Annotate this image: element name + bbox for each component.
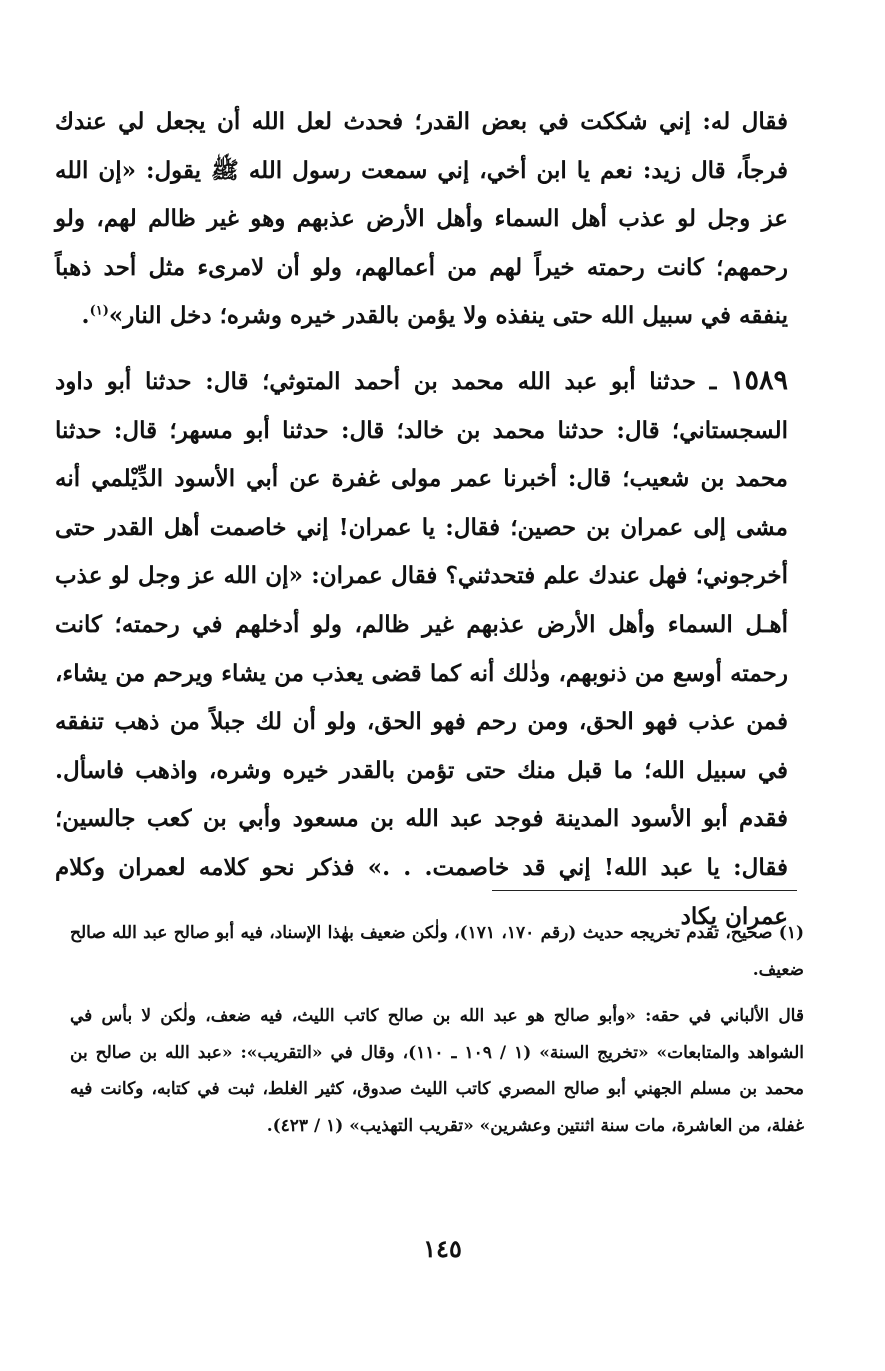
hadith-number: ١٥٨٩ — [730, 364, 789, 396]
footnote-1: (١) صحيح، تقدم تخريجه حديث (رقم ١٧٠، ١٧١)، ولٰكن ضعيف بهٰذا الإسناد، فيه أبو صالح عبد الله صالح ضعيف. — [70, 923, 804, 980]
hadith-dash: ـ — [695, 367, 730, 395]
footnote-separator — [492, 890, 797, 891]
footnote-2: قال الألباني في حقه: «وأبو صالح هو عبد الله بن صالح كاتب الليث، فيه ضعف، ولٰكن لا بأس في الشواهد والمتابعات» «تخريج السنة» (١ / ١٠٩ ـ ١١٠)، وقال في «التقريب»: «عبد الله بن صالح بن محمد بن مسلم الجهني أبو صالح المصري كاتب الليث صدوق، كثير الغلط، ثبت في كتابه، وكانت فيه غفلة، من العاشرة، مات سنة اثنتين وعشرين» «تقريب التهذيب» (١ / ٤٢٣). — [70, 1006, 804, 1136]
paragraph-2-text: حدثنا أبو عبد الله محمد بن أحمد المتوثي؛ قال: حدثنا أبو داود السجستاني؛ قال: حدثنا محمد بن خالد؛ قال: حدثنا أبو مسهر؛ قال: حدثنا محمد بن شعيب؛ قال: أخبرنا عمر مولى غفرة عن أبي الأسود الدِّيْلمي أنه مشى إلى عمران بن حصين؛ فقال: يا عمران! إني خاصمت أهل القدر حتى أخرجوني؛ فهل عندك علم فتحدثني؟ فقال عمران: «إن الله عز وجل لو عذب أهـل السماء وأهل الأرض عذبهم غير ظالم، ولو أدخلهم في رحمته؛ كانت رحمته أوسع من ذنوبهم، وذٰلك أنه كما قضى يعذب من يشاء ويرحم من يشاء، فمن عذب فهو الحق، ومن رحم فهو الحق، ولو أن لك جبلاً من ذهب تنفقه في سبيل الله؛ ما قبل منك حتى تؤمن بالقدر خيره وشره، واذهب فاسأل. فقدم أبو الأسود المدينة فوجد عبد الله بن مسعود وأبي بن كعب جالسين؛ فقال: يا عبد الله! إني قد خاصمت. . .» فذكر نحو كلامه لعمران وكلام عمران يكاد — [55, 367, 788, 930]
paragraph-1 — [55, 98, 788, 341]
footnotes-block — [70, 915, 804, 1144]
footnote-reference: (١) — [89, 303, 109, 319]
main-text-block — [55, 98, 788, 941]
paragraph-1-text: فقال له: إني شككت في بعض القدر؛ فحدث لعل الله أن يجعل لي عندك فرجاً، قال زيد: نعم يا ابن أخي، إني سمعت رسول الله ﷺ يقول: «إن الله عز وجل لو عذب أهل السماء وأهل الأرض عذبهم وهو غير ظالم لهم، ولو رحمهم؛ كانت رحمته خيراً لهم من أعمالهم، ولو أن لامرىء مثل أحد ذهباً ينفقه في سبيل الله حتى ينفذه ولا يؤمن بالقدر خيره وشره؛ دخل النار» — [55, 108, 789, 330]
paragraph-2 — [55, 357, 788, 941]
paragraph-1-end: . — [81, 302, 90, 330]
page-number: ١٤٥ — [423, 1234, 462, 1263]
